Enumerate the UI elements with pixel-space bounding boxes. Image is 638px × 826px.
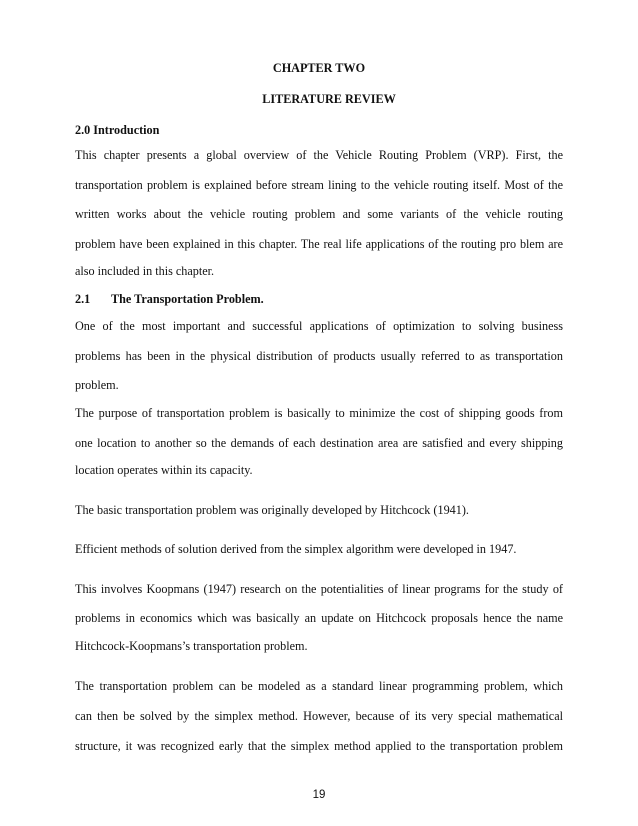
intro-line-4: problem have been explained in this chapter. The real life applications of the routing pro blem are bbox=[75, 237, 563, 251]
p1-line-3: problem. bbox=[75, 378, 119, 392]
intro-line-5: also included in this chapter. bbox=[75, 264, 215, 278]
intro-line-3: written works about the vehicle routing problem and some variants of the vehicle routing bbox=[75, 207, 563, 221]
section-heading-number: 2.1 bbox=[75, 292, 91, 306]
p3-line: The basic transportation problem was originally developed by Hitchcock (1941). bbox=[75, 503, 469, 517]
p5-line-1: This involves Koopmans (1947) research on the potentialities of linear programs for the study of bbox=[75, 582, 563, 596]
section-heading-transportation bbox=[75, 291, 563, 307]
p2-line-3: location operates within its capacity. bbox=[75, 463, 253, 477]
section-heading-introduction: 2.0 Introduction bbox=[75, 123, 160, 137]
chapter-title: LITERATURE REVIEW bbox=[262, 92, 396, 106]
p6-line-3: structure, it was recognized early that the simplex method applied to the transportation problem bbox=[75, 739, 563, 753]
chapter-number: CHAPTER TWO bbox=[272, 61, 366, 75]
p2-line-1: The purpose of transportation problem is basically to minimize the cost of shipping goods from bbox=[75, 406, 563, 420]
p6-line-2: can then be solved by the simplex method. However, because of its very special mathematical bbox=[75, 709, 563, 723]
p4-line: Efficient methods of solution derived from the simplex algorithm were developed in 1947. bbox=[75, 542, 517, 556]
page-number: 19 bbox=[312, 789, 326, 801]
intro-line-2: transportation problem is explained before stream lining to the vehicle routing itself. Most of the bbox=[75, 178, 563, 192]
p6-line-1: The transportation problem can be modeled as a standard linear programming problem, which bbox=[75, 679, 563, 693]
p1-line-2: problems has been in the physical distribution of products usually referred to as transportation bbox=[75, 349, 563, 363]
section-heading-title: The Transportation Problem. bbox=[111, 292, 264, 306]
p5-line-3: Hitchcock-Koopmans’s transportation problem. bbox=[75, 639, 308, 653]
p5-line-2: problems in economics which was basically an update on Hitchcock proposals hence the name bbox=[75, 611, 563, 625]
p1-line-1: One of the most important and successful applications of optimization to solving business bbox=[75, 319, 563, 333]
intro-line-1: This chapter presents a global overview of the Vehicle Routing Problem (VRP). First, the bbox=[75, 148, 563, 162]
p2-line-2: one location to another so the demands of each destination area are satisfied and every shipping bbox=[75, 436, 563, 450]
